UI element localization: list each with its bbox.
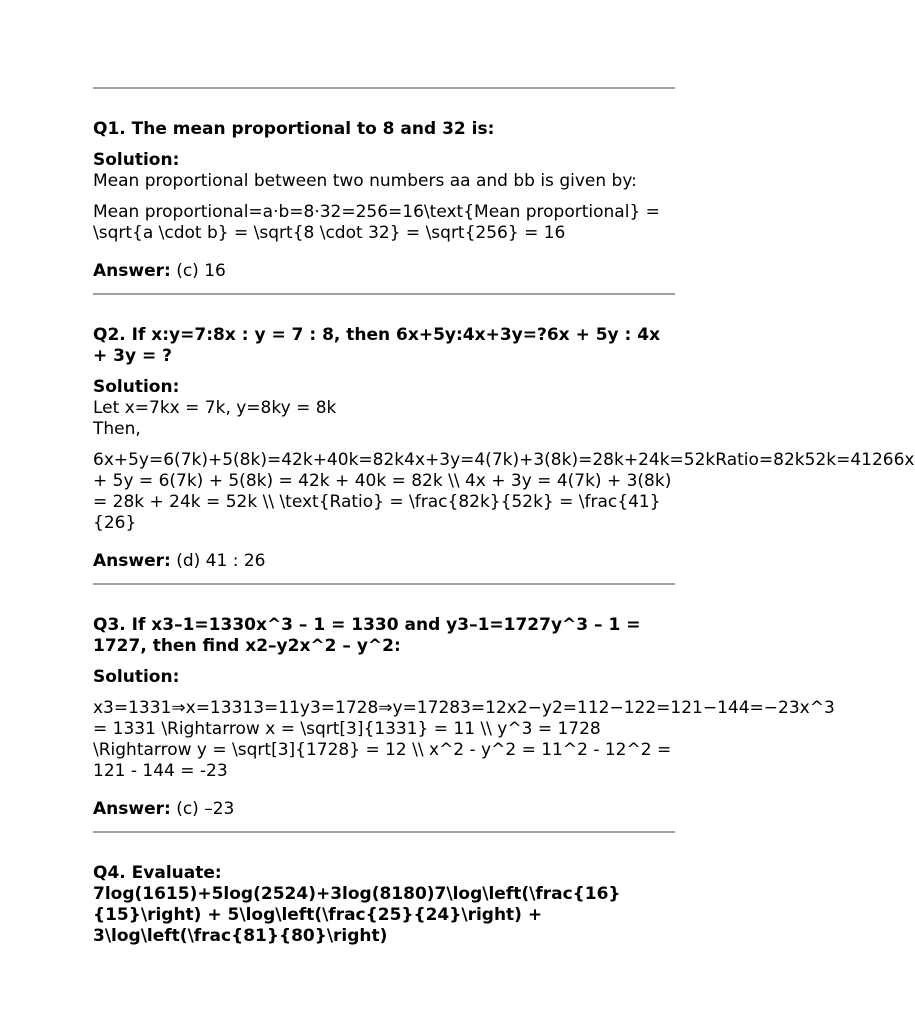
question-1: [93, 89, 675, 282]
solution-intro-line: Then,: [93, 419, 141, 439]
answer-value: (c) 16: [170, 261, 226, 281]
solution-formula: Mean proportional=a⋅b=8⋅32=256=16\text{Mean proportional} = \sqrt{a \cdot b} = \sqrt{8 \cdot 32} = \sqrt{256} = 16: [93, 202, 660, 243]
solution-formula: 6x+5y=6(7k)+5(8k)=42k+40k=82k4x+3y=4(7k)+3(8k)=28k+24k=52kRatio=82k52k=41266x + 5y = 6(7k) + 5(8k) = 42k + 40k = 82k \\ 4x + 3y = 4(7k) + 3(8k) = 28k + 24k = 52k \\ \text{Ratio} = \frac{82k}{52k} = \frac{41}{26}: [93, 450, 915, 533]
question-4: [93, 833, 675, 947]
solution-intro-line: Mean proportional between two numbers aa and bb is given by:: [93, 171, 637, 191]
answer-label: Answer:: [93, 551, 171, 571]
question-title: Q2. If x:y=7:8x : y = 7 : 8, then 6x+5y:4x+3y=?6x + 5y : 4x + 3y = ?: [93, 325, 661, 366]
question-2: [93, 295, 915, 572]
document-page: [93, 87, 915, 947]
solution-formula: x3=1331⇒x=13313=11y3=1728⇒y=17283=12x2−y2=112−122=121−144=−23x^3 = 1331 \Rightarrow x = \sqrt[3]{1331} = 11 \\ y^3 = 1728 \Rightarrow y = \sqrt[3]{1728} = 12 \\ x^2 - y^2 = 11^2 - 12^2 = 121 - 144 = -23: [93, 698, 835, 781]
answer-line: [93, 551, 675, 572]
answer-value: (d) 41 : 26: [170, 551, 266, 571]
solution-heading: Solution:: [93, 377, 180, 397]
answer-label: Answer:: [93, 261, 171, 281]
question-title: Q3. If x3–1=1330x^3 – 1 = 1330 and y3–1=1727y^3 – 1 = 1727, then find x2–y2x^2 – y^2:: [93, 615, 641, 656]
solution-intro-line: Let x=7kx = 7k, y=8ky = 8k: [93, 398, 337, 418]
question-3: [93, 585, 835, 820]
answer-line: [93, 799, 675, 820]
question-title: Q1. The mean proportional to 8 and 32 is:: [93, 119, 495, 139]
answer-line: [93, 261, 675, 282]
solution-heading: Solution:: [93, 150, 180, 170]
solution-heading: Solution:: [93, 667, 180, 687]
question-title: Q4. Evaluate: 7log(1615)+5log(2524)+3log(8180)7\log\left(\frac{16}{15}\right) + 5\log\left(\frac{25}{24}\right) + 3\log\left(\frac{81}{80}\right): [93, 863, 621, 946]
answer-label: Answer:: [93, 799, 171, 819]
answer-value: (c) –23: [170, 799, 235, 819]
